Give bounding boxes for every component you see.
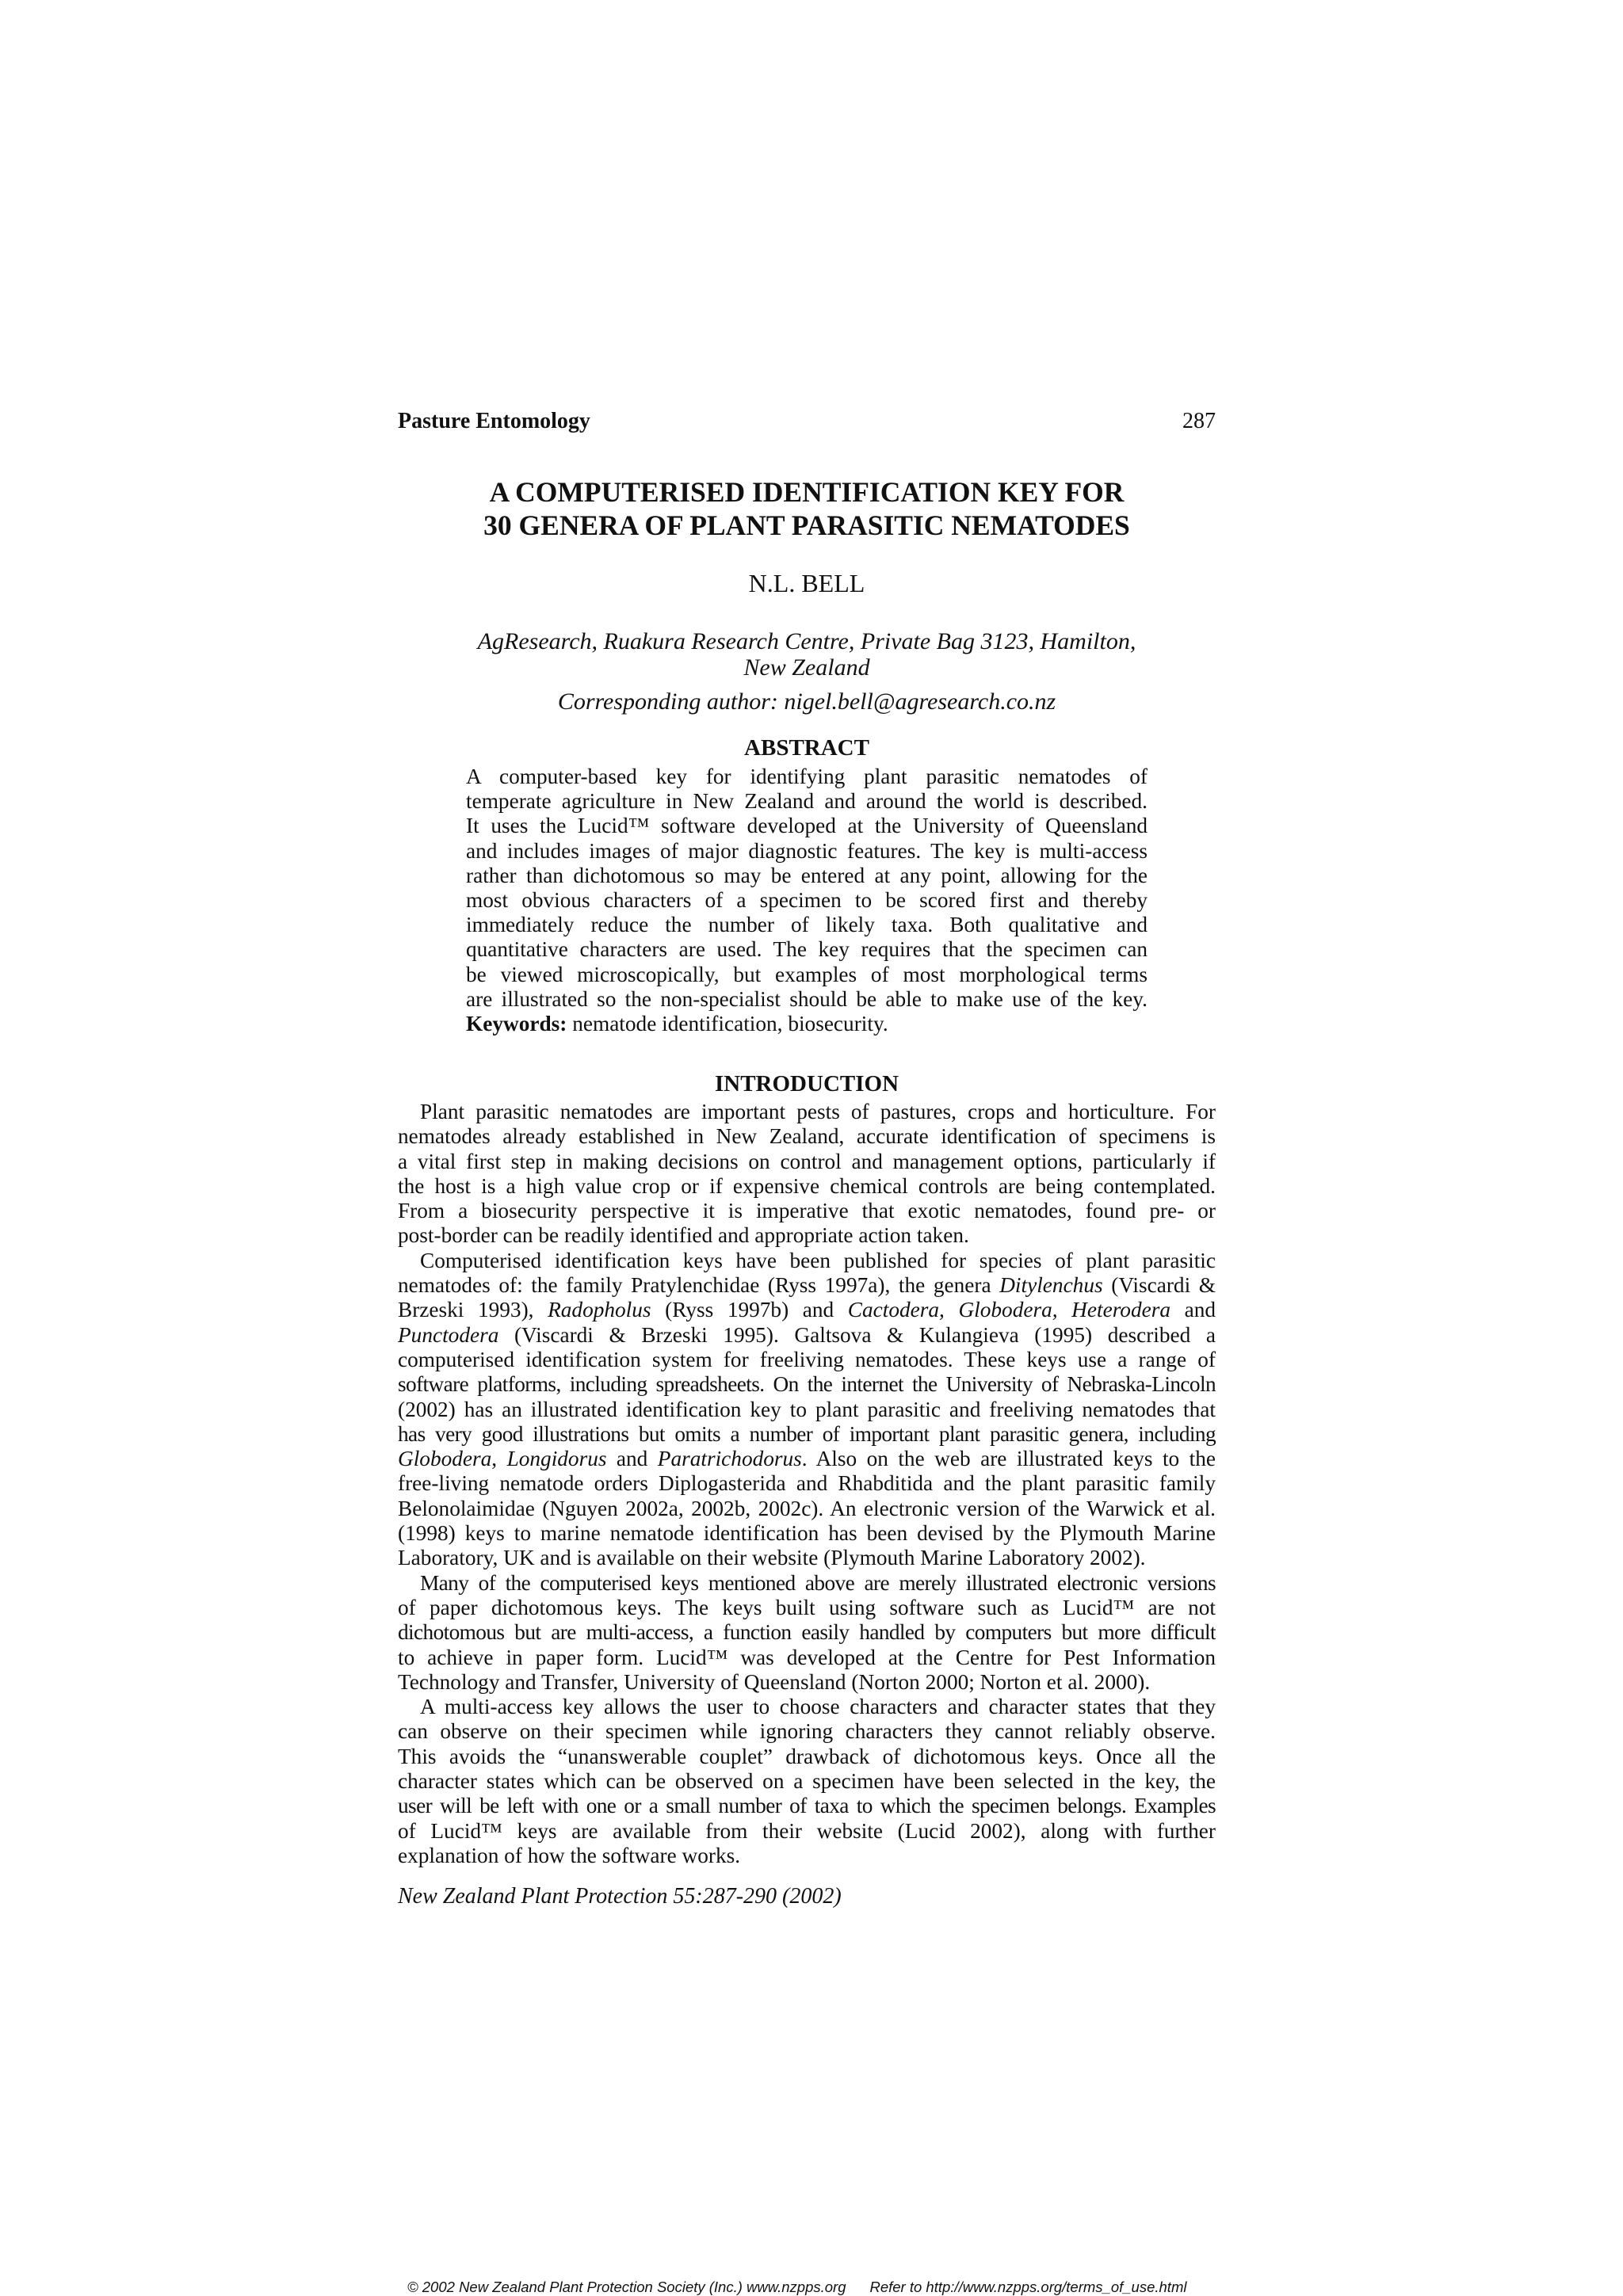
section-name: Pasture Entomology: [398, 409, 590, 433]
intro-line: This avoids the “unanswerable couplet” drawback of dichotomous keys. Once all the: [398, 1744, 1216, 1768]
intro-line: character states which can be observed on a specimen have been selected in the key, the: [398, 1769, 1216, 1794]
title-line-2: 30 GENERA OF PLANT PARASITIC NEMATODES: [483, 509, 1130, 541]
corresponding-author: Corresponding author: nigel.bell@agresearch.co.nz: [557, 688, 1056, 715]
affiliation-line-2: New Zealand: [743, 654, 870, 681]
title-line-1: A COMPUTERISED IDENTIFICATION KEY FOR: [489, 476, 1125, 508]
intro-line: nematodes already established in New Zealand, accurate identification of specimens is: [398, 1124, 1216, 1149]
text-run: . Also on the web are illustrated keys to the: [801, 1447, 1216, 1471]
abstract-line: most obvious characters of a specimen to be scored first and thereby: [466, 888, 1148, 913]
abstract-heading: ABSTRACT: [744, 735, 869, 761]
text-run: Brzeski 1993),: [398, 1298, 548, 1322]
intro-line: Computerised identification keys have been published for species of plant parasitic: [420, 1248, 1216, 1272]
terms-link[interactable]: Refer to http://www.nzpps.org/terms_of_use.html: [869, 2279, 1187, 2295]
intro-line: [398, 1323, 1216, 1348]
page-footer: [407, 2279, 1232, 2296]
intro-line: (2002) has an illustrated identification key to plant parasitic and freeliving nematodes that: [398, 1397, 1216, 1421]
abstract-line: It uses the Lucid™ software developed at the University of Queensland: [466, 814, 1148, 838]
intro-line: post-border can be readily identified and appropriate action taken.: [398, 1223, 969, 1248]
genus-name: Globodera: [398, 1447, 492, 1471]
intro-line: explanation of how the software works.: [398, 1843, 741, 1867]
intro-line: can observe on their specimen while ignoring characters they cannot reliably observe.: [398, 1719, 1216, 1744]
intro-line: to achieve in paper form. Lucid™ was developed at the Centre for Pest Information: [398, 1645, 1216, 1669]
genus-name: Longidorus: [506, 1447, 607, 1471]
intro-line: Technology and Transfer, University of Queensland (Norton 2000; Norton et al. 2000).: [398, 1669, 1151, 1694]
introduction-heading: INTRODUCTION: [714, 1071, 899, 1097]
abstract-line: are illustrated so the non-specialist should be able to make use of the key.: [466, 986, 1148, 1011]
intro-line: of Lucid™ keys are available from their website (Lucid 2002), along with further: [398, 1818, 1216, 1843]
text-run: ,: [491, 1447, 507, 1471]
keywords-label: Keywords:: [466, 1012, 567, 1036]
abstract-line: A computer-based key for identifying plant parasitic nematodes of: [466, 765, 1148, 788]
abstract-line: and includes images of major diagnostic features. The key is multi-access: [466, 838, 1148, 863]
intro-line: a vital first step in making decisions on control and management options, particularly if: [398, 1149, 1216, 1173]
genus-name: Radopholus: [548, 1298, 651, 1322]
keywords: nematode identification, biosecurity.: [567, 1012, 888, 1036]
intro-line: From a biosecurity perspective it is imperative that exotic nematodes, found pre- or: [398, 1199, 1216, 1223]
intro-line: [398, 1273, 1216, 1298]
intro-line: [398, 1447, 1216, 1471]
text-run: (Viscardi & Brzeski 1995). Galtsova & Kulangieva (1995) described a: [498, 1322, 1216, 1347]
abstract-line: be viewed microscopically, but examples of most morphological terms: [466, 962, 1148, 986]
text-run: nematodes of: the family Pratylenchidae (Ryss 1997a), the genera: [398, 1273, 1000, 1298]
genus-name: Punctodera: [398, 1322, 499, 1347]
abstract-line: rather than dichotomous so may be entered at any point, allowing for the: [466, 863, 1148, 887]
genus-name: Ditylenchus: [999, 1273, 1103, 1298]
intro-line: Plant parasitic nematodes are important pests of pastures, crops and horticulture. For: [420, 1100, 1216, 1123]
abstract-body: [466, 765, 1148, 1036]
intro-line: free-living nematode orders Diplogasterida and Rhabditida and the plant parasitic family: [398, 1471, 1216, 1496]
intro-line: computerised identification system for freeliving nematodes. These keys use a range of: [398, 1347, 1216, 1371]
paper-title: [398, 475, 1216, 542]
genus-name: Paratrichodorus: [657, 1447, 802, 1471]
intro-line: (1998) keys to marine nematode identification has been devised by the Plymouth Marine: [398, 1521, 1216, 1546]
author: N.L. BELL: [748, 569, 865, 597]
affiliation: [398, 628, 1216, 715]
abstract-line: immediately reduce the number of likely taxa. Both qualitative and: [466, 913, 1148, 937]
intro-line: the host is a high value crop or if expensive chemical controls are being contemplated.: [398, 1173, 1216, 1198]
text-run: (Ryss 1997b) and: [651, 1298, 848, 1322]
intro-line: Many of the computerised keys mentioned above are merely illustrated electronic versions: [420, 1570, 1216, 1595]
text-run: and: [1170, 1298, 1216, 1322]
text-run: and: [606, 1447, 658, 1471]
running-header: [398, 409, 1216, 434]
text-run: (Viscardi &: [1102, 1273, 1216, 1298]
intro-line: [398, 1298, 1216, 1322]
intro-line: software platforms, including spreadsheets. On the internet the University of Nebraska-Lincoln: [398, 1372, 1216, 1397]
genus-name: Cactodera, Globodera, Heterodera: [847, 1298, 1170, 1322]
page-number: 287: [1182, 409, 1216, 433]
intro-line: user will be left with one or a small number of taxa to which the specimen belongs. Examples: [398, 1794, 1216, 1818]
copyright-notice: © 2002 New Zealand Plant Protection Society (Inc.) www.nzpps.org: [407, 2279, 846, 2295]
intro-line: A multi-access key allows the user to choose characters and character states that they: [420, 1695, 1216, 1719]
intro-line: of paper dichotomous keys. The keys built using software such as Lucid™ are not: [398, 1595, 1216, 1619]
intro-line: Belonolaimidae (Nguyen 2002a, 2002b, 2002c). An electronic version of the Warwick et al.: [398, 1496, 1216, 1520]
intro-line: has very good illustrations but omits a number of important plant parasitic genera, including: [398, 1421, 1216, 1446]
abstract-line: temperate agriculture in New Zealand and around the world is described.: [466, 789, 1148, 814]
intro-line: Laboratory, UK and is available on their website (Plymouth Marine Laboratory 2002).: [398, 1546, 1146, 1570]
keywords-line: [466, 1012, 1148, 1036]
intro-line: dichotomous but are multi-access, a function easily handled by computers but more difficult: [398, 1620, 1216, 1645]
journal-citation: New Zealand Plant Protection 55:287-290 (2002): [398, 1884, 842, 1909]
affiliation-line-1: AgResearch, Ruakura Research Centre, Private Bag 3123, Hamilton,: [477, 628, 1136, 654]
abstract-line: quantitative characters are used. The key requires that the specimen can: [466, 937, 1148, 962]
introduction-body: [398, 1100, 1216, 1868]
